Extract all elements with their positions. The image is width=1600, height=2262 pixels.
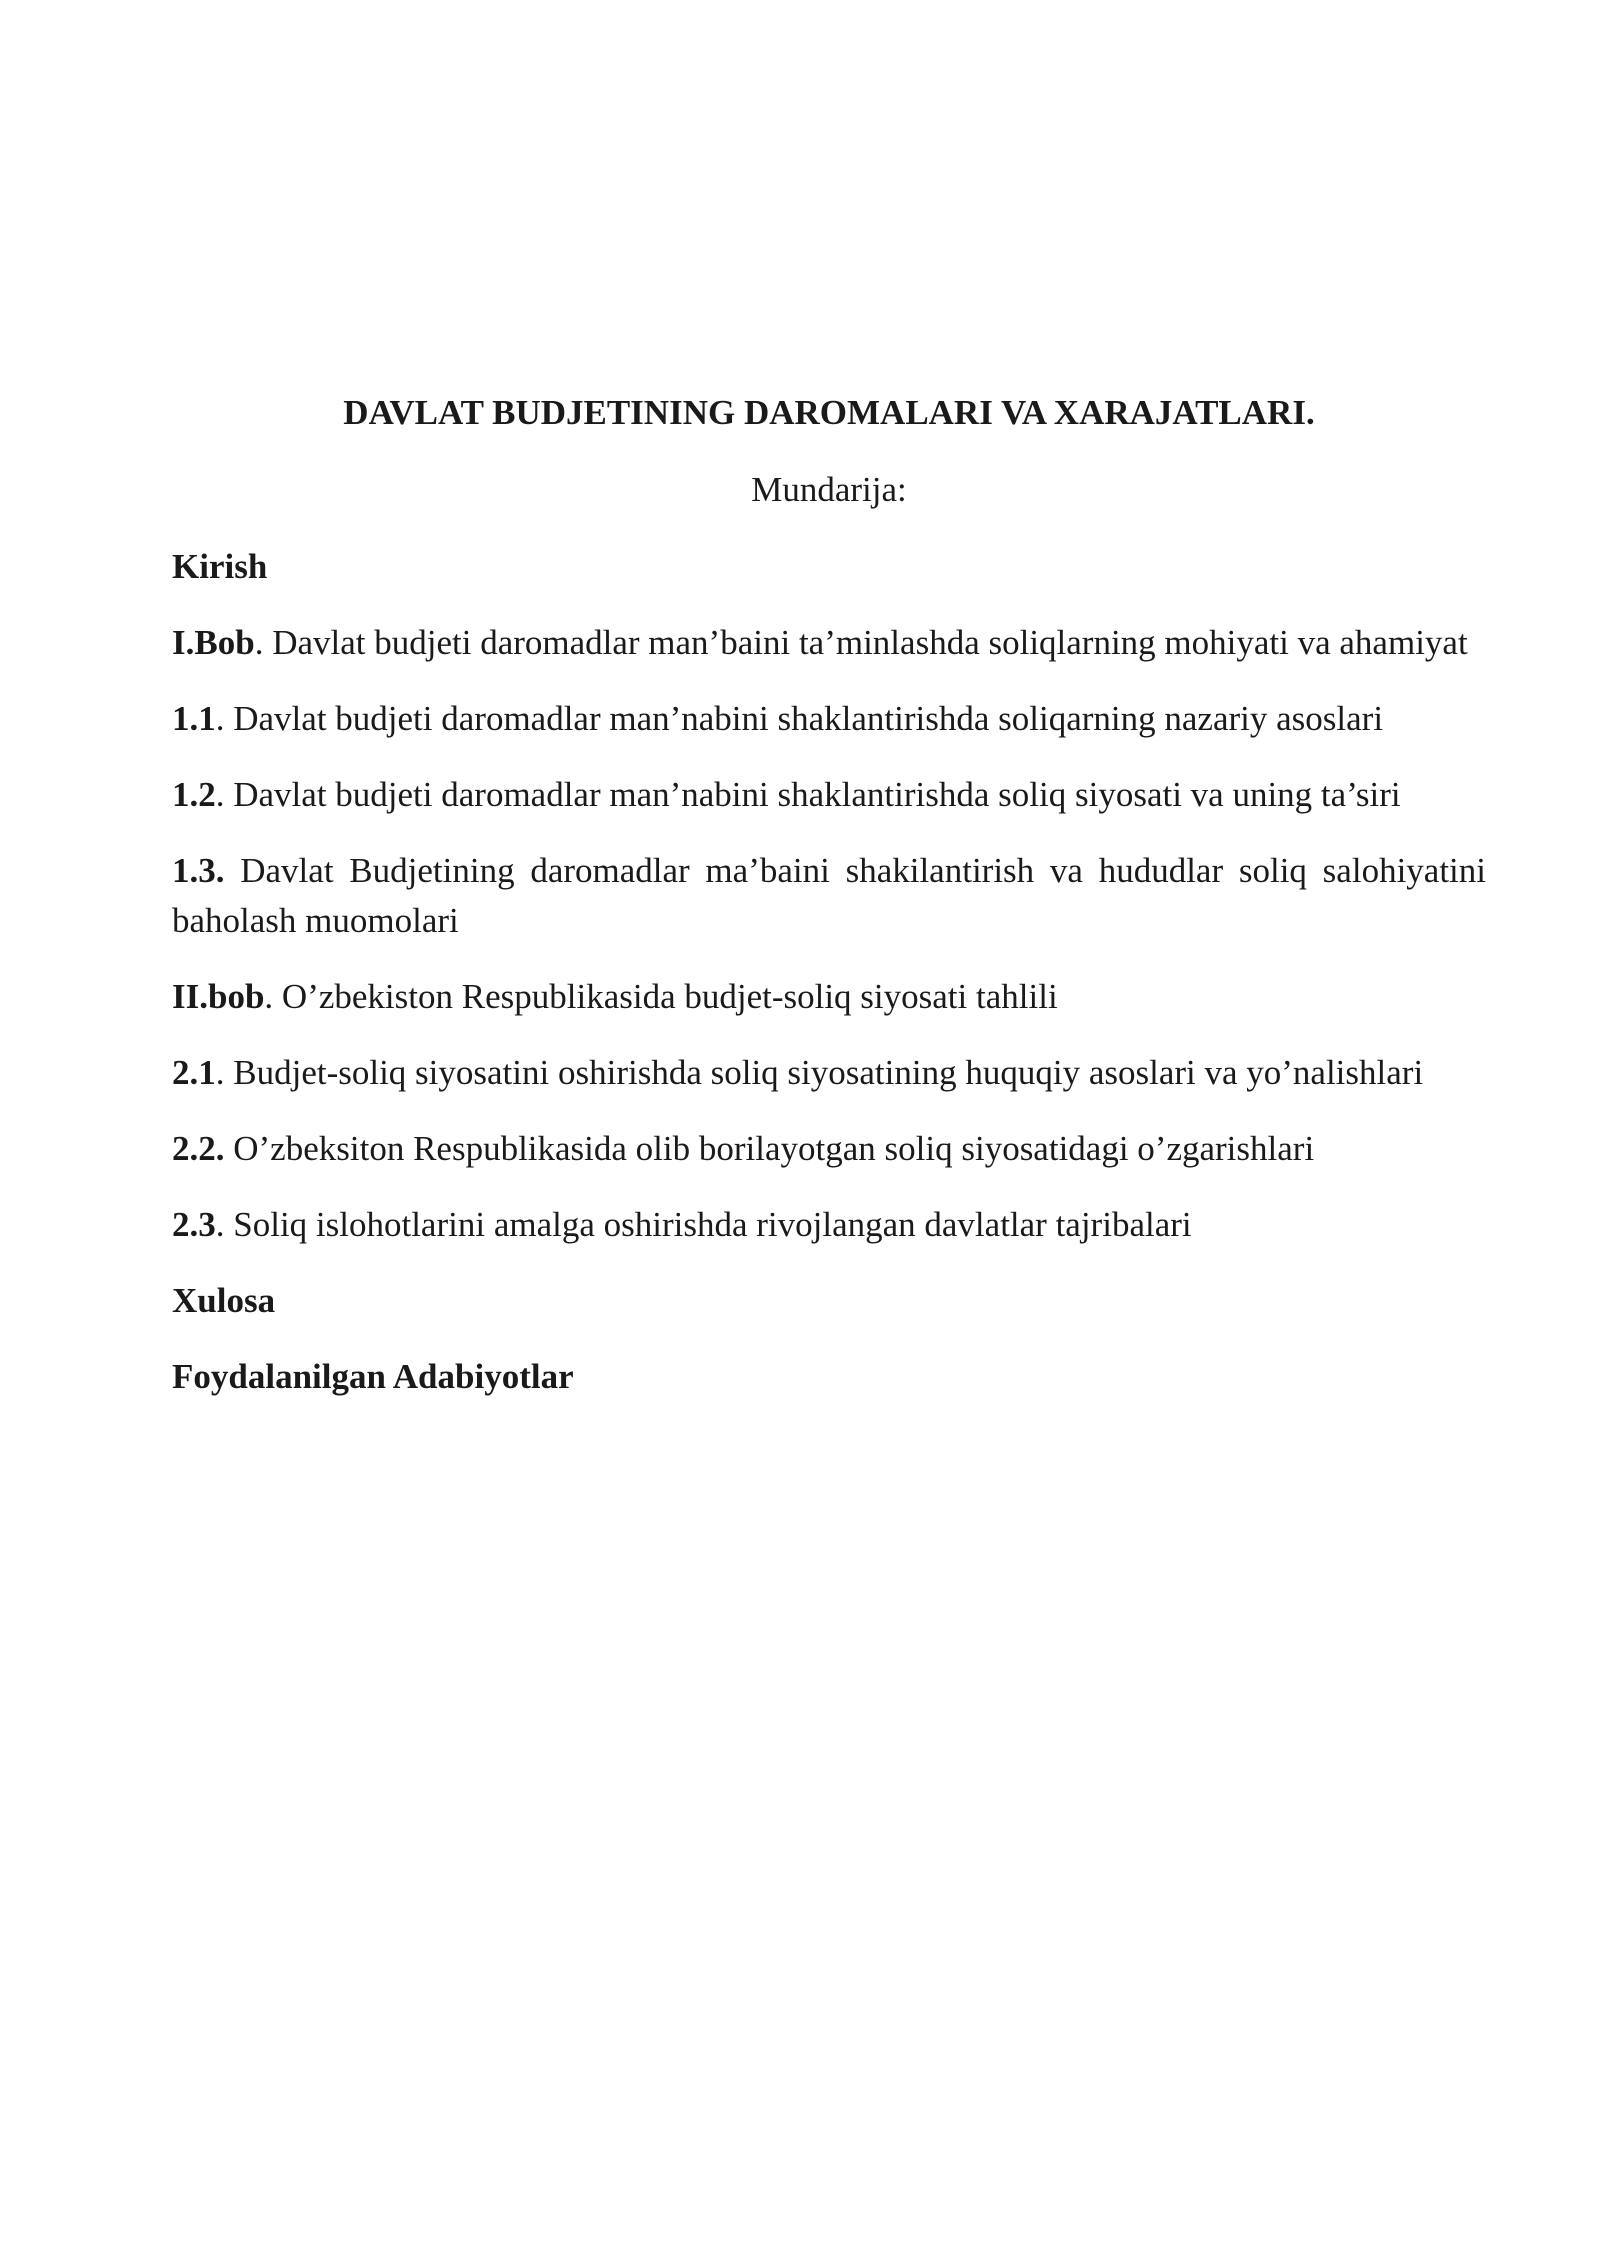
toc-entry-1-2: [172, 770, 1486, 820]
toc-entry-number: 2.1: [172, 1053, 216, 1092]
toc-entry-number: 1.3.: [172, 851, 225, 890]
toc-entry-label: Xulosa: [172, 1281, 276, 1320]
toc-entry-chapter-2: [172, 972, 1486, 1022]
toc-entry-number: 2.2.: [172, 1129, 225, 1168]
toc-entry-number: 1.1: [172, 699, 216, 738]
toc-entry-text: . O’zbekiston Respublikasida budjet-soliq siyosati tahlili: [264, 977, 1058, 1016]
toc-entry-1-1: [172, 694, 1486, 744]
toc-entry-2-2: [172, 1124, 1486, 1174]
toc-heading: Mundarija:: [751, 470, 907, 509]
toc-entry-number: I.Bob: [172, 623, 255, 662]
toc-entry-kirish: [172, 542, 1486, 592]
toc-entry-text: . Davlat budjeti daromadlar man’baini ta’minlashda soliqlarning mohiyati va ahamiyat: [254, 623, 1468, 662]
toc-entry-number: 1.2: [172, 775, 216, 814]
toc-entry-label: Kirish: [172, 547, 268, 586]
toc-entry-text: . Davlat budjeti daromadlar man’nabini shaklantirishda soliq siyosati va uning ta’siri: [215, 775, 1401, 814]
document-page: [172, 388, 1486, 1402]
document-title: DAVLAT BUDJETINING DAROMALARI VA XARAJATLARI.: [343, 393, 1315, 432]
toc-entry-text: O’zbeksiton Respublikasida olib borilayotgan soliq siyosatidagi o’zgarishlari: [224, 1129, 1315, 1168]
toc-entry-number: II.bob: [172, 977, 265, 1016]
toc-entry-text: . Davlat budjeti daromadlar man’nabini shaklantirishda soliqarning nazariy asoslari: [215, 699, 1384, 738]
toc-entry-xulosa: [172, 1276, 1486, 1326]
toc-entry-text: . Budjet-soliq siyosatini oshirishda soliq siyosatining huquqiy asoslari va yo’nalishlari: [215, 1053, 1424, 1092]
toc-entry-number: 2.3: [172, 1205, 216, 1244]
toc-entry-1-3: [172, 846, 1486, 946]
toc-entry-chapter-1: [172, 618, 1486, 668]
toc-entry-2-1: [172, 1048, 1486, 1098]
toc-entry-2-3: [172, 1200, 1486, 1250]
toc-entry-references: [172, 1352, 1486, 1402]
toc-entry-label: Foydalanilgan Adabiyotlar: [172, 1357, 574, 1396]
toc-entry-text: Davlat Budjetining daromadlar ma’baini shakilantirish va hududlar soliq salohiyatini baholash muomolari: [172, 851, 1486, 940]
toc-entry-text: . Soliq islohotlarini amalga oshirishda rivojlangan davlatlar tajribalari: [215, 1205, 1192, 1244]
